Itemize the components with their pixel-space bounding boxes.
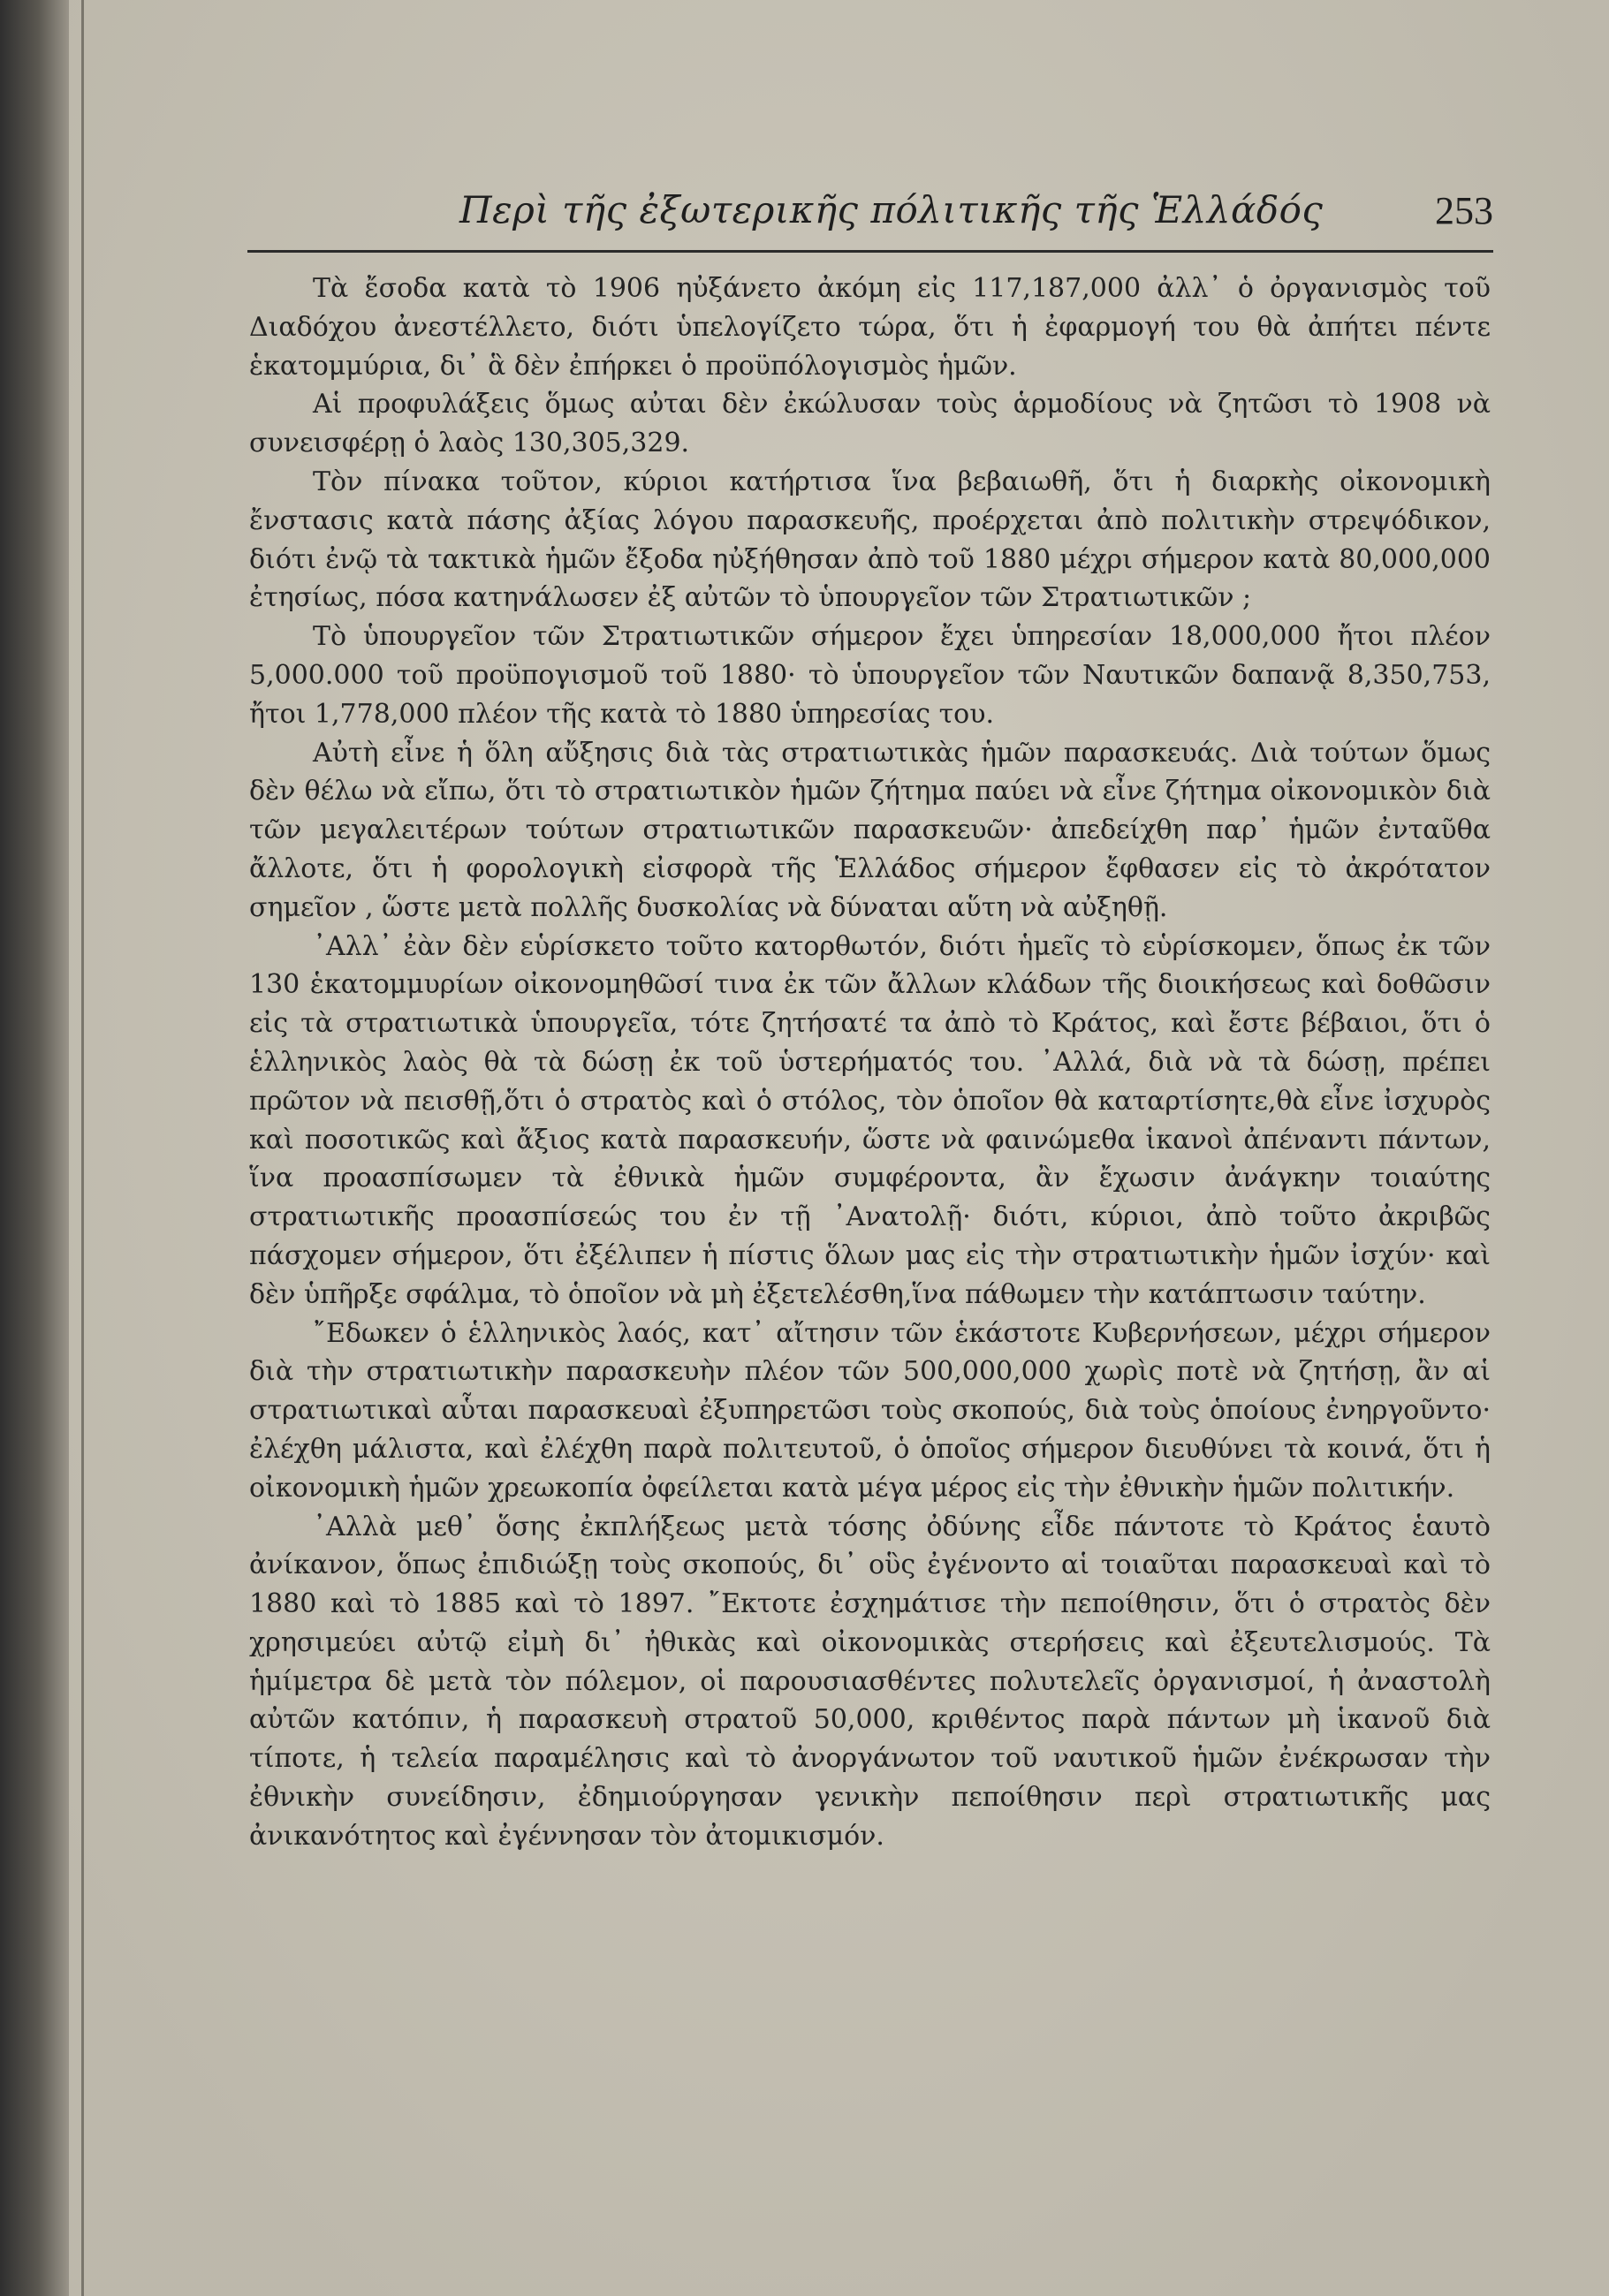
paragraph: Τὸν πίνακα τοῦτον, κύριοι κατήρτισα ἵνα βεβαιωθῆ, ὅτι ἡ διαρκὴς οἰκονομικὴ ἔνστασις κατὰ πάσης ἀξίας λόγου παρασκευῆς, προέρχεται ἀπὸ πολιτικὴν στρεψόδικον, διότι ἐνῷ τὰ τακτικὰ ἡμῶν ἔξοδα ηὐξήθησαν ἀπὸ τοῦ 1880 μέχρι σήμερον κατὰ 80,000,000 ἐτησίως, πόσα κατηνάλωσεν ἐξ αὐτῶν τὸ ὑπουργεῖον τῶν Στρατιωτικῶν ;: [249, 466, 1491, 614]
paragraph: Τὰ ἔσοδα κατὰ τὸ 1906 ηὐξάνετο ἀκόμη εἰς 117,187,000 ἀλλ᾽ ὁ ὀργανισμὸς τοῦ Διαδόχου ἀνεστέλλετο, διότι ὑπελογίζετο τώρα, ὅτι ἡ ἐφαρμογή του θὰ ἀπήτει πέντε ἑκατομμύρια, δι᾽ ἃ δὲν ἐπήρκει ὁ προϋπόλογισμὸς ἡμῶν.: [249, 273, 1491, 382]
gutter-line: [81, 0, 84, 2296]
paragraph: ᾽Αλλὰ μεθ᾽ ὅσης ἐκπλήξεως μετὰ τόσης ὀδύνης εἶδε πάντοτε τὸ Κράτος ἑαυτὸ ἀνίκανον, ὅπως ἐπιδιώξῃ τοὺς σκοπούς, δι᾽ οὓς ἐγένοντο αἱ τοιαῦται παρασκευαὶ καὶ τὸ 1880 καὶ τὸ 1885 καὶ τὸ 1897. ῎Εκτοτε ἐσχημάτισε τὴν πεποίθησιν, ὅτι ὁ στρατὸς δὲν χρησιμεύει αὐτῷ εἰμὴ δι᾽ ἠθικὰς καὶ οἰκονομικὰς στερήσεις καὶ ἐξευτελισμούς. Τὰ ἡμίμετρα δὲ μετὰ τὸν πόλεμον, οἱ παρουσιασθέντες πολυτελεῖς ὀργανισμοί, ἡ ἀναστολὴ αὐτῶν κατόπιν, ἡ παρασκευὴ στρατοῦ 50,000, κριθέντος παρὰ πάντων μὴ ἱκανοῦ διὰ τίποτε, ἡ τελεία παραμέλησις καὶ τὸ ἀνοργάνωτον τοῦ ναυτικοῦ ἡμῶν ἐνέκρωσαν τὴν ἐθνικὴν συνείδησιν, ἐδημιούργησαν γενικὴν πεποίθησιν περὶ στρατιωτικῆς μας ἀνικανότητος καὶ ἐγέννησαν τὸν ἀτομικισμόν.: [249, 1511, 1491, 1852]
running-title: Περὶ τῆς ἐξωτερικῆς πόλιτικῆς τῆς Ἑλλάδός: [459, 188, 1324, 231]
paragraph: ῎Εδωκεν ὁ ἑλληνικὸς λαός, κατ᾽ αἴτησιν τῶν ἑκάστοτε Κυβερνήσεων, μέχρι σήμερον διὰ τὴν στρατιωτικὴν παρασκευὴν πλέον τῶν 500,000,000 χωρὶς ποτὲ νὰ ζητήσῃ, ἂν αἱ στρατιωτικαὶ αὗται παρασκευαὶ ἐξυπηρετῶσι τοὺς σκοπούς, διὰ τοὺς ὁποίους ἐνηργοῦντο· ἐλέχθη μάλιστα, καὶ ἐλέχθη παρὰ πολιτευτοῦ, ὁ ὁποῖος σήμερον διευθύνει τὰ κοινά, ὅτι ἡ οἰκονομικὴ ἡμῶν χρεωκοπία ὀφείλεται κατὰ μέγα μέρος εἰς τὴν ἐθνικὴν ἡμῶν πολιτικήν.: [249, 1317, 1491, 1504]
book-spine-shadow: [0, 0, 69, 2296]
paragraph: ᾽Αλλ᾽ ἐὰν δὲν εὑρίσκετο τοῦτο κατορθωτόν, διότι ἡμεῖς τὸ εὑρίσκομεν, ὅπως ἐκ τῶν 130 ἑκατομμυρίων οἰκονομηθῶσί τινα ἐκ τῶν ἄλλων κλάδων τῆς διοικήσεως καὶ δοθῶσιν εἰς τὰ στρατιωτικὰ ὑπουργεῖα, τότε ζητήσατέ τα ἀπὸ τὸ Κράτος, καὶ ἔστε βέβαιοι, ὅτι ὁ ἑλληνικὸς λαὸς θὰ τὰ δώσῃ ἐκ τοῦ ὑστερήματός του. ᾽Αλλά, διὰ νὰ τὰ δώσῃ, πρέπει πρῶτον νὰ πεισθῇ,ὅτι ὁ στρατὸς καὶ ὁ στόλος, τὸν ὁποῖον θὰ καταρτίσητε,θὰ εἶνε ἰσχυρὸς καὶ ποσοτικῶς καὶ ἄξιος κατὰ παρασκευήν, ὥστε νὰ φαινώμεθα ἱκανοὶ ἀπέναντι πάντων, ἵνα προασπίσωμεν τὰ ἐθνικὰ ἡμῶν συμφέροντα, ἂν ἔχωσιν ἀνάγκην τοιαύτης στρατιωτικῆς προασπίσεώς του ἐν τῇ ᾽Ανατολῇ· διότι, κύριοι, ἀπὸ τοῦτο ἀκριβῶς πάσχομεν σήμερον, ὅτι ἐξέλιπεν ἡ πίστις ὅλων μας εἰς τὴν στρατιωτικὴν ἡμῶν ἰσχύν· καὶ δὲν ὑπῆρξε σφάλμα, τὸ ὁποῖον νὰ μὴ ἐξετελέσθη,ἵνα πάθωμεν τὴν κατάπτωσιν ταύτην.: [249, 930, 1491, 1310]
paragraph: Τὸ ὑπουργεῖον τῶν Στρατιωτικῶν σήμερον ἔχει ὑπηρεσίαν 18,000,000 ἤτοι πλέον 5,000.000 τοῦ προϋπογισμοῦ τοῦ 1880· τὸ ὑπουργεῖον τῶν Ναυτικῶν δαπανᾷ 8,350,753, ἤτοι 1,778,000 πλέον τῆς κατὰ τὸ 1880 ὑπηρεσίας του.: [249, 621, 1491, 730]
paragraph: Αὐτὴ εἶνε ἡ ὅλη αὔξησις διὰ τὰς στρατιωτικὰς ἡμῶν παρασκευάς. Διὰ τούτων ὅμως δὲν θέλω νὰ εἴπω, ὅτι τὸ στρατιωτικὸν ἡμῶν ζήτημα παύει νὰ εἶνε ζήτημα οἰκονομικὸν διὰ τῶν μεγαλειτέρων τούτων στρατιωτικῶν παρασκευῶν· ἀπεδείχθη παρ᾽ ἡμῶν ἐνταῦθα ἄλλοτε, ὅτι ἡ φορολογικὴ εἰσφορὰ τῆς Ἑλλάδος σήμερον ἔφθασεν εἰς τὸ ἀκρότατον σημεῖον , ὥστε μετὰ πολλῆς δυσκολίας νὰ δύναται αὕτη νὰ αὐξηθῇ.: [249, 737, 1491, 923]
body-text: [249, 269, 1491, 1856]
page-number: 253: [1435, 189, 1493, 232]
header-rule: [247, 250, 1493, 253]
paragraph: Αἱ προφυλάξεις ὅμως αὐται δὲν ἐκώλυσαν τοὺς ἁρμοδίους νὰ ζητῶσι τὸ 1908 νὰ συνεισφέρῃ ὁ λαὸς 130,305,329.: [249, 389, 1491, 459]
page-header: [247, 181, 1493, 252]
